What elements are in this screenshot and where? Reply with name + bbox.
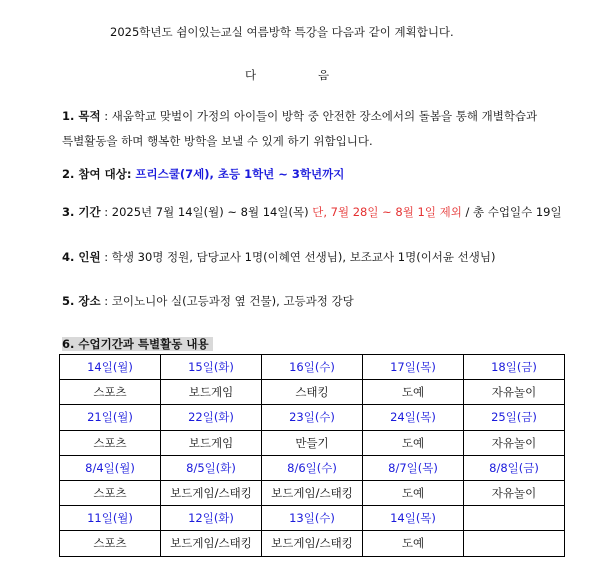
table-cell-activity: 도예 [363, 430, 464, 455]
period-total: / 총 수업일수 19일 [461, 205, 562, 219]
period-label: 3. 기간 [62, 205, 101, 219]
table-cell-date: 8/8일(금) [464, 455, 565, 480]
table-cell-date-empty [464, 506, 565, 531]
table-cell-date: 23일(수) [262, 405, 363, 430]
table-cell-date: 8/6일(수) [262, 455, 363, 480]
table-cell-date: 8/7일(목) [363, 455, 464, 480]
staff-value: : 학생 30명 정원, 담당교사 1명(이혜연 선생님), 보조교사 1명(이서윤 선생님) [100, 250, 496, 264]
table-cell-date: 25일(금) [464, 405, 565, 430]
table-cell-date: 14일(월) [60, 355, 161, 380]
intro-text: 2025학년도 쉼이있는교실 여름방학 특강을 다음과 같이 계획합니다. [110, 25, 454, 39]
period-exclusion: 단, 7월 28일 ~ 8월 1일 제외 [312, 205, 462, 219]
table-cell-activity: 보드게임 [161, 380, 262, 405]
table-cell-date: 8/4일(월) [60, 455, 161, 480]
heading-left: 다 [245, 68, 257, 82]
target-value: 프리스쿨(7세), 초등 1학년 ~ 3학년까지 [135, 167, 345, 181]
table-cell-date: 21일(월) [60, 405, 161, 430]
table-cell-activity: 스포츠 [60, 430, 161, 455]
table-row-dates-week-2 [60, 405, 565, 430]
place-value: : 코이노니아 실(고등과정 옆 건물), 고등과정 강당 [100, 294, 354, 308]
table-cell-activity: 보드게임/스태킹 [161, 531, 262, 556]
table-row-activities-week-1 [60, 380, 565, 405]
table-cell-date: 22일(화) [161, 405, 262, 430]
place-label: 5. 장소 [62, 294, 101, 308]
table-row-dates-week-1 [60, 355, 565, 380]
table-cell-date: 14일(목) [363, 506, 464, 531]
table-cell-date: 15일(화) [161, 355, 262, 380]
table-cell-activity: 자유놀이 [464, 380, 565, 405]
table-cell-activity: 보드게임/스태킹 [262, 480, 363, 505]
table-cell-date: 13일(수) [262, 506, 363, 531]
table-row-activities-week-4 [60, 531, 565, 556]
table-cell-activity: 스포츠 [60, 480, 161, 505]
heading-right: 음 [318, 68, 330, 82]
table-cell-activity: 도예 [363, 531, 464, 556]
purpose-line-1 [62, 108, 537, 124]
table-cell-activity-empty [464, 531, 565, 556]
purpose-label: 1. 목적 [62, 109, 101, 123]
staff-line [62, 249, 496, 265]
target-label: 2. 참여 대상: [62, 167, 136, 181]
place-line [62, 293, 354, 309]
table-cell-activity: 보드게임/스태킹 [161, 480, 262, 505]
purpose-line-2: 특별활동을 하며 행복한 방학을 보낼 수 있게 하기 위함입니다. [62, 134, 373, 148]
table-cell-activity: 스포츠 [60, 380, 161, 405]
period-value: : 2025년 7월 14일(월) ~ 8월 14일(목) [100, 205, 313, 219]
purpose-text-1: : 새움학교 맞벌이 가정의 아이들이 방학 중 안전한 장소에서의 돌봄을 통해 개별학습과 [100, 109, 538, 123]
table-cell-activity: 스포츠 [60, 531, 161, 556]
table-cell-activity: 자유놀이 [464, 430, 565, 455]
table-cell-activity: 보드게임/스태킹 [262, 531, 363, 556]
table-cell-date: 24일(목) [363, 405, 464, 430]
table-cell-date: 12일(화) [161, 506, 262, 531]
schedule-title-line [62, 336, 213, 352]
table-cell-date: 16일(수) [262, 355, 363, 380]
table-cell-activity: 자유놀이 [464, 480, 565, 505]
table-cell-date: 17일(목) [363, 355, 464, 380]
period-line [62, 204, 562, 220]
table-row-activities-week-2 [60, 430, 565, 455]
table-row-dates-week-3 [60, 455, 565, 480]
target-line [62, 166, 344, 182]
table-cell-activity: 도예 [363, 480, 464, 505]
table-cell-date: 11일(월) [60, 506, 161, 531]
table-row-dates-week-4 [60, 506, 565, 531]
schedule-title: 6. 수업기간과 특별활동 내용 [62, 337, 213, 351]
table-cell-date: 8/5일(화) [161, 455, 262, 480]
table-cell-activity: 만들기 [262, 430, 363, 455]
table-cell-activity: 보드게임 [161, 430, 262, 455]
table-row-activities-week-3 [60, 480, 565, 505]
table-cell-activity: 도예 [363, 380, 464, 405]
staff-label: 4. 인원 [62, 250, 101, 264]
table-cell-date: 18일(금) [464, 355, 565, 380]
table-cell-activity: 스태킹 [262, 380, 363, 405]
schedule-table [59, 354, 565, 557]
